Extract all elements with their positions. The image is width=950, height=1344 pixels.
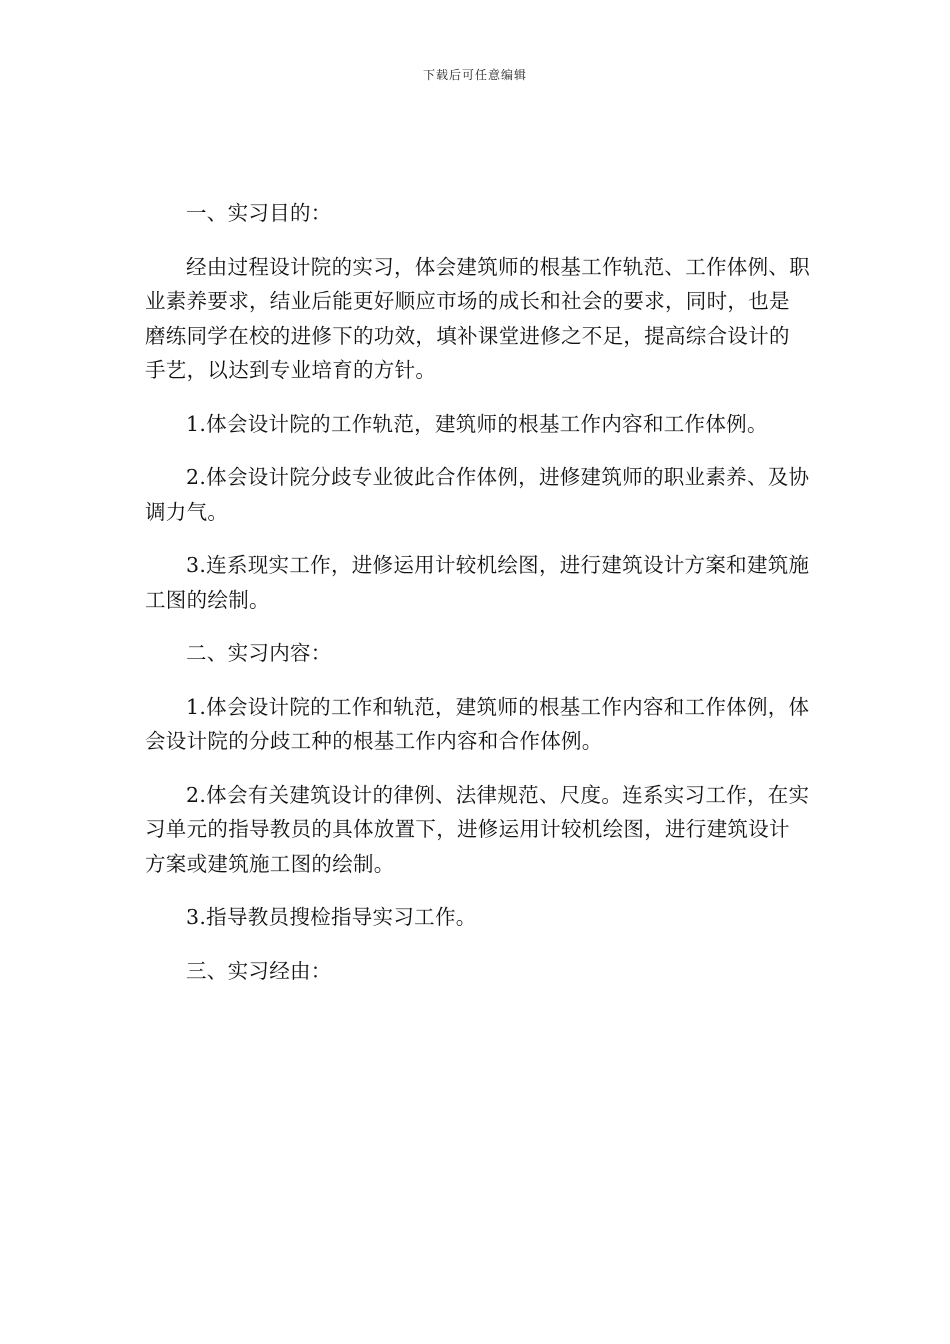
section-heading-process: 三、实习经由： [186,958,332,983]
list-item-purpose-2: 2.体会设计院分歧专业彼此合作体例，进修建筑师的职业素养、及协调力气。 [145,465,810,524]
list-item-content-2: 2.体会有关建筑设计的律例、法律规范、尺度。连系实习工作，在实习单元的指导教员的具体放置下，进修运用计较机绘图，进行建筑设计方案或建筑施工图的绘制。 [145,782,810,876]
paragraph-intro: 经由过程设计院的实习，体会建筑师的根基工作轨范、工作体例、职业素养要求，结业后能更好顺应市场的成长和社会的要求，同时，也是磨练同学在校的进修下的功效，填补课堂进修之不足，提高综合设计的手艺，以达到专业培育的方针。 [145,254,810,382]
section-heading-content: 二、实习内容： [186,641,332,665]
page-header: 下载后可任意编辑 [422,68,527,82]
list-item-purpose-3: 3.连系现实工作，进修运用计较机绘图，进行建筑设计方案和建筑施工图的绘制。 [145,553,810,612]
document-body [145,196,810,1007]
section-heading-purpose: 一、实习目的： [186,201,332,225]
list-item-content-1: 1.体会设计院的工作和轨范，建筑师的根基工作内容和工作体例，体会设计院的分歧工种的根基工作内容和合作体例。 [145,694,810,753]
list-item-content-3: 3.指导教员搜检指导实习工作。 [186,905,477,929]
list-item-purpose-1: 1.体会设计院的工作轨范，建筑师的根基工作内容和工作体例。 [186,411,768,436]
